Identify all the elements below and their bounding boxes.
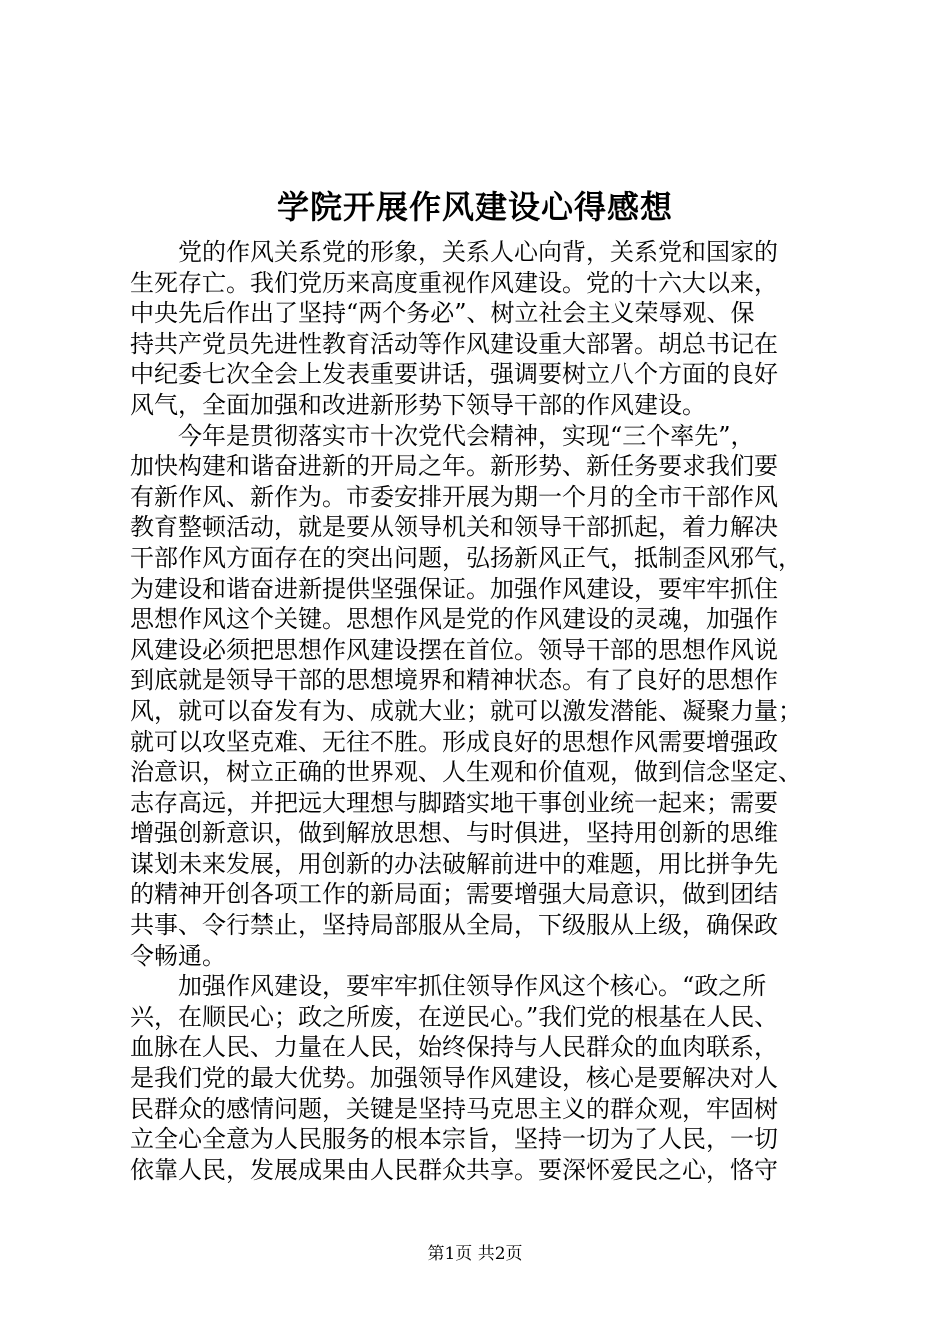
body-text-line: 志存高远，并把远大理想与脚踏实地干事创业统一起来；需要: [130, 788, 778, 817]
body-text-line: 党的作风关系党的形象，关系人心向背，关系党和国家的: [178, 238, 778, 266]
body-text-line: 加强作风建设，要牢牢抓住领导作风这个核心。“政之所: [178, 972, 767, 1001]
body-text-line: 是我们党的最大优势。加强领导作风建设，核心是要解决对人: [130, 1064, 778, 1093]
body-text-line: 立全心全意为人民服务的根本宗旨，坚持一切为了人民，一切: [130, 1125, 778, 1154]
body-text-line: 令畅通。: [130, 941, 226, 970]
body-text-line: 风，就可以奋发有为、成就大业；就可以激发潜能、凝聚力量；: [130, 696, 802, 725]
body-text-line: 干部作风方面存在的突出问题，弘扬新风正气，抵制歪风邪气，: [130, 543, 802, 572]
page-footer: 第1页 共2页: [427, 1244, 523, 1264]
body-text-line: 风气，全面加强和改进新形势下领导干部的作风建设。: [130, 390, 706, 419]
body-text-line: 谋划未来发展，用创新的办法破解前进中的难题，用比拼争先: [130, 849, 778, 878]
body-text-line: 治意识，树立正确的世界观、人生观和价值观，做到信念坚定、: [130, 758, 802, 787]
body-text-line: 风建设必须把思想作风建设摆在首位。领导干部的思想作风说: [130, 635, 778, 664]
body-text-line: 依靠人民，发展成果由人民群众共享。要深怀爱民之心，恪守: [130, 1155, 778, 1184]
body-text-line: 中纪委七次全会上发表重要讲话，强调要树立八个方面的良好: [130, 360, 778, 389]
body-text-line: 民群众的感情问题，关键是坚持马克思主义的群众观，牢固树: [130, 1094, 778, 1123]
body-text-line: 为建设和谐奋进新提供坚强保证。加强作风建设，要牢牢抓住: [130, 574, 778, 603]
body-text-line: 加快构建和谐奋进新的开局之年。新形势、新任务要求我们要: [130, 452, 778, 481]
body-text-line: 增强创新意识，做到解放思想、与时俱进，坚持用创新的思维: [130, 819, 778, 848]
body-text-line: 今年是贯彻落实市十次党代会精神，实现“三个率先”，: [178, 421, 755, 450]
body-text-line: 生死存亡。我们党历来高度重视作风建设。党的十六大以来，: [130, 268, 778, 297]
body-text-line: 思想作风这个关键。思想作风是党的作风建设的灵魂，加强作: [130, 605, 778, 634]
body-text-line: 就可以攻坚克难、无往不胜。形成良好的思想作风需要增强政: [130, 727, 778, 756]
body-text-line: 持共产党员先进性教育活动等作风建设重大部署。胡总书记在: [130, 329, 778, 358]
body-text-line: 有新作风、新作为。市委安排开展为期一个月的全市干部作风: [130, 482, 778, 511]
body-text-line: 兴，在顺民心；政之所废，在逆民心。”我们党的根基在人民、: [130, 1002, 779, 1031]
body-text-line: 教育整顿活动，就是要从领导机关和领导干部抓起，着力解决: [130, 513, 778, 542]
body-text-line: 血脉在人民、力量在人民，始终保持与人民群众的血肉联系，: [130, 1033, 778, 1062]
body-text-line: 的精神开创各项工作的新局面；需要增强大局意识，做到团结: [130, 880, 778, 909]
body-text-line: 中央先后作出了坚持“两个务必”、树立社会主义荣辱观、保: [130, 299, 755, 328]
document-body: [130, 237, 830, 1185]
body-text-line: 到底就是领导干部的思想境界和精神状态。有了良好的思想作: [130, 666, 778, 695]
document-title: 学院开展作风建设心得感想: [276, 188, 673, 226]
body-text-line: 共事、令行禁止，坚持局部服从全局，下级服从上级，确保政: [130, 911, 778, 940]
